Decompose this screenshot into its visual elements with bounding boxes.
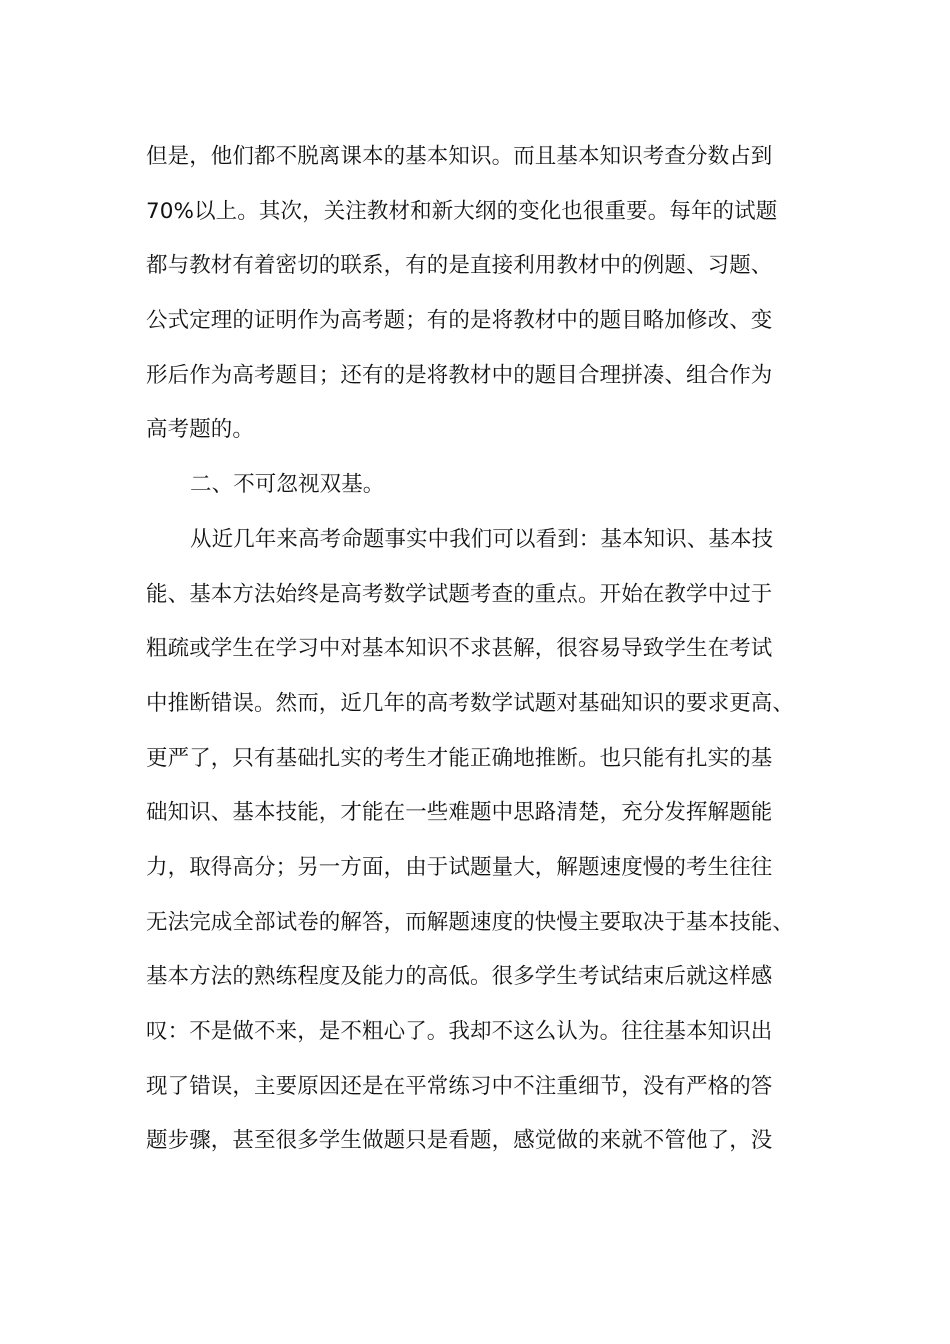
text-line: 题步骤，甚至很多学生做题只是看题，感觉做的来就不管他了，没 — [146, 1128, 773, 1154]
text-line: 基本方法的熟练程度及能力的高低。很多学生考试结束后就这样感 — [146, 964, 773, 990]
text-line: 70%以上。其次，关注教材和新大纲的变化也很重要。每年的试题 — [146, 198, 778, 224]
section-heading: 二、不可忽视双基。 — [190, 472, 385, 498]
text-line: 高考题的。 — [146, 417, 255, 443]
text-line: 能、基本方法始终是高考数学试题考查的重点。开始在教学中过于 — [146, 581, 773, 607]
text-line: 础知识、基本技能，才能在一些难题中思路清楚，充分发挥解题能 — [146, 800, 773, 826]
text-line: 力，取得高分；另一方面，由于试题量大，解题速度慢的考生往往 — [146, 854, 773, 880]
document-body — [146, 130, 818, 1169]
text-line: 都与教材有着密切的联系，有的是直接利用教材中的例题、习题、 — [146, 253, 773, 279]
text-line: 中推断错误。然而，近几年的高考数学试题对基础知识的要求更高、 — [146, 690, 795, 716]
text-line: 但是，他们都不脱离课本的基本知识。而且基本知识考查分数占到 — [146, 144, 773, 169]
text-line: 叹：不是做不来，是不粗心了。我却不这么认为。往往基本知识出 — [146, 1019, 773, 1044]
text-line: 无法完成全部试卷的解答，而解题速度的快慢主要取决于基本技能、 — [146, 909, 795, 935]
text-line: 粗疏或学生在学习中对基本知识不求甚解，很容易导致学生在考试 — [146, 636, 773, 662]
text-line: 公式定理的证明作为高考题；有的是将教材中的题目略加修改、变 — [146, 308, 773, 334]
text-line: 现了错误，主要原因还是在平常练习中不注重细节，没有严格的答 — [146, 1073, 773, 1099]
text-line: 形后作为高考题目；还有的是将教材中的题目合理拼凑、组合作为 — [146, 362, 773, 388]
text-line: 从近几年来高考命题事实中我们可以看到：基本知识、基本技 — [190, 526, 774, 552]
text-line: 更严了，只有基础扎实的考生才能正确地推断。也只能有扎实的基 — [146, 745, 773, 771]
